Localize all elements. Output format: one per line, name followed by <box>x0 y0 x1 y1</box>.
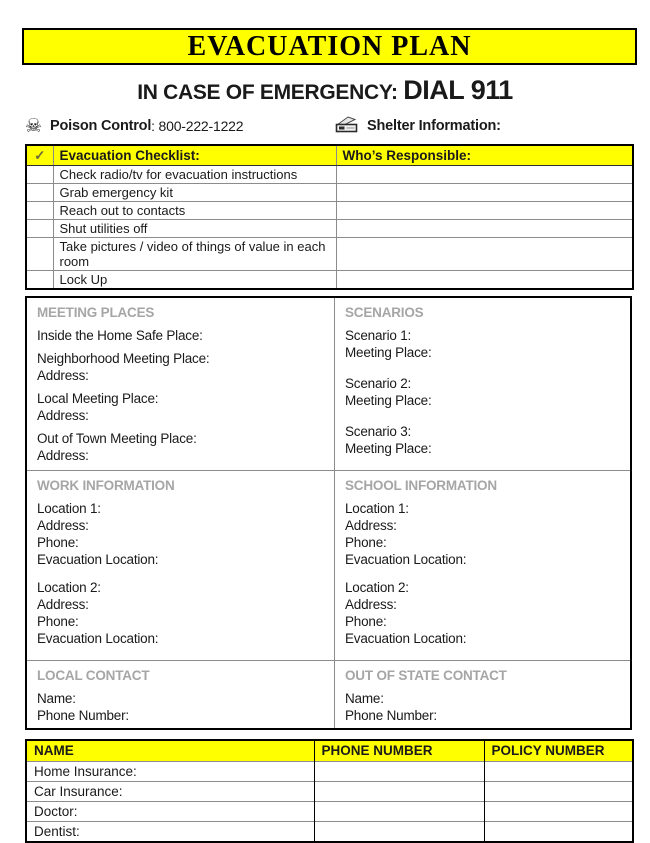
checklist-row <box>26 166 633 184</box>
section-local-contact <box>27 661 335 728</box>
field-label: Address: <box>37 368 89 383</box>
checklist-row <box>26 202 633 220</box>
poison-control-number: : 800-222-1222 <box>151 118 244 134</box>
field-group <box>37 350 326 384</box>
checkbox-cell <box>26 238 53 271</box>
task-cell: Lock Up <box>53 271 336 290</box>
section-school-information <box>335 471 630 660</box>
responsible-cell <box>336 166 633 184</box>
field-group <box>345 327 622 361</box>
checklist-header-responsible: Who’s Responsible: <box>336 145 633 166</box>
field-label: Phone: <box>37 535 79 550</box>
field-group <box>37 430 326 464</box>
insurance-row <box>26 762 633 782</box>
policy-cell <box>484 782 633 802</box>
policy-cell <box>484 802 633 822</box>
poison-control-label: Poison Control <box>50 118 152 134</box>
section-work-information <box>27 471 335 660</box>
phone-cell <box>314 822 484 843</box>
field-label: Name: <box>345 691 384 706</box>
responsible-cell <box>336 271 633 290</box>
field-group <box>37 327 326 344</box>
insurance-row <box>26 802 633 822</box>
field-label: Address: <box>37 597 89 612</box>
policy-cell <box>484 822 633 843</box>
section-title-meeting-places: MEETING PLACES <box>37 305 155 320</box>
insurance-row <box>26 782 633 802</box>
section-scenarios <box>335 298 630 470</box>
name-cell: Home Insurance: <box>26 762 314 782</box>
task-cell: Grab emergency kit <box>53 184 336 202</box>
field-label: Address: <box>345 518 397 533</box>
field-group <box>345 423 622 457</box>
checkbox-cell <box>26 271 53 290</box>
field-label: Meeting Place: <box>345 441 432 456</box>
insurance-header-phone: PHONE NUMBER <box>314 740 484 762</box>
check-icon: ✓ <box>26 145 53 166</box>
field-label: Phone: <box>37 614 79 629</box>
insurance-header-row <box>26 740 633 762</box>
evacuation-checklist-table <box>25 144 634 290</box>
field-label: Neighborhood Meeting Place: <box>37 351 210 366</box>
field-label: Phone: <box>345 535 387 550</box>
field-label: Scenario 3: <box>345 424 412 439</box>
field-group <box>345 500 622 568</box>
field-label: Local Meeting Place: <box>37 391 159 406</box>
field-label: Meeting Place: <box>345 345 432 360</box>
field-label: Evacuation Location: <box>345 631 467 646</box>
policy-cell <box>484 762 633 782</box>
section-meeting-places <box>27 298 335 470</box>
field-label: Scenario 2: <box>345 376 412 391</box>
page-title: EVACUATION PLAN <box>22 28 637 65</box>
insurance-header-name: NAME <box>26 740 314 762</box>
checkbox-cell <box>26 202 53 220</box>
field-group <box>37 690 326 724</box>
field-group <box>345 375 622 409</box>
plan-details-box <box>25 296 632 730</box>
phone-cell <box>314 782 484 802</box>
field-label: Phone Number: <box>37 708 129 723</box>
field-label: Location 1: <box>37 501 101 516</box>
checkbox-cell <box>26 184 53 202</box>
checklist-row <box>26 238 633 271</box>
field-label: Inside the Home Safe Place: <box>37 328 203 343</box>
field-group <box>37 500 326 568</box>
checklist-row <box>26 184 633 202</box>
field-label: Phone Number: <box>345 708 437 723</box>
section-title-school: SCHOOL INFORMATION <box>345 478 497 493</box>
field-label: Address: <box>37 518 89 533</box>
task-cell: Check radio/tv for evacuation instructions <box>53 166 336 184</box>
emergency-prefix: IN CASE OF EMERGENCY: <box>137 81 404 104</box>
responsible-cell <box>336 184 633 202</box>
checklist-row <box>26 271 633 290</box>
hotlines-row <box>25 114 632 138</box>
poison-control <box>25 117 335 136</box>
task-cell: Reach out to contacts <box>53 202 336 220</box>
name-cell: Doctor: <box>26 802 314 822</box>
section-title-work: WORK INFORMATION <box>37 478 175 493</box>
fax-icon <box>335 115 358 138</box>
insurance-header-policy: POLICY NUMBER <box>484 740 633 762</box>
field-label: Location 1: <box>345 501 409 516</box>
field-label: Scenario 1: <box>345 328 412 343</box>
field-label: Name: <box>37 691 76 706</box>
insurance-contacts-table <box>25 739 634 843</box>
field-label: Evacuation Location: <box>37 631 159 646</box>
emergency-instruction <box>0 76 650 109</box>
field-group <box>37 579 326 647</box>
checkbox-cell <box>26 220 53 238</box>
field-label: Location 2: <box>37 580 101 595</box>
shelter-information-label: Shelter Information: <box>367 118 501 134</box>
meeting-scenarios-row <box>27 298 630 470</box>
field-label: Address: <box>37 408 89 423</box>
field-label: Address: <box>345 597 397 612</box>
task-cell: Take pictures / video of things of value in each room <box>53 238 336 271</box>
phone-cell <box>314 762 484 782</box>
section-out-of-state-contact <box>335 661 630 728</box>
field-label: Location 2: <box>345 580 409 595</box>
name-cell: Car Insurance: <box>26 782 314 802</box>
emergency-action: DIAL 911 <box>403 75 513 105</box>
insurance-row <box>26 822 633 843</box>
responsible-cell <box>336 238 633 271</box>
checklist-header-row <box>26 145 633 166</box>
field-label: Phone: <box>345 614 387 629</box>
field-group <box>345 690 622 724</box>
work-school-row <box>27 470 630 660</box>
contacts-row <box>27 660 630 728</box>
section-title-out-of-state-contact: OUT OF STATE CONTACT <box>345 668 507 683</box>
field-group <box>37 390 326 424</box>
phone-cell <box>314 802 484 822</box>
field-label: Address: <box>37 448 89 463</box>
field-label: Evacuation Location: <box>345 552 467 567</box>
section-title-scenarios: SCENARIOS <box>345 305 424 320</box>
checklist-row <box>26 220 633 238</box>
shelter-information <box>335 115 501 138</box>
checkbox-cell <box>26 166 53 184</box>
responsible-cell <box>336 202 633 220</box>
name-cell: Dentist: <box>26 822 314 843</box>
field-label: Out of Town Meeting Place: <box>37 431 197 446</box>
field-label: Meeting Place: <box>345 393 432 408</box>
section-title-local-contact: LOCAL CONTACT <box>37 668 150 683</box>
field-label: Evacuation Location: <box>37 552 159 567</box>
task-cell: Shut utilities off <box>53 220 336 238</box>
field-group <box>345 579 622 647</box>
checklist-header-task: Evacuation Checklist: <box>53 145 336 166</box>
responsible-cell <box>336 220 633 238</box>
skull-crossbones-icon: ☠ <box>25 115 43 137</box>
